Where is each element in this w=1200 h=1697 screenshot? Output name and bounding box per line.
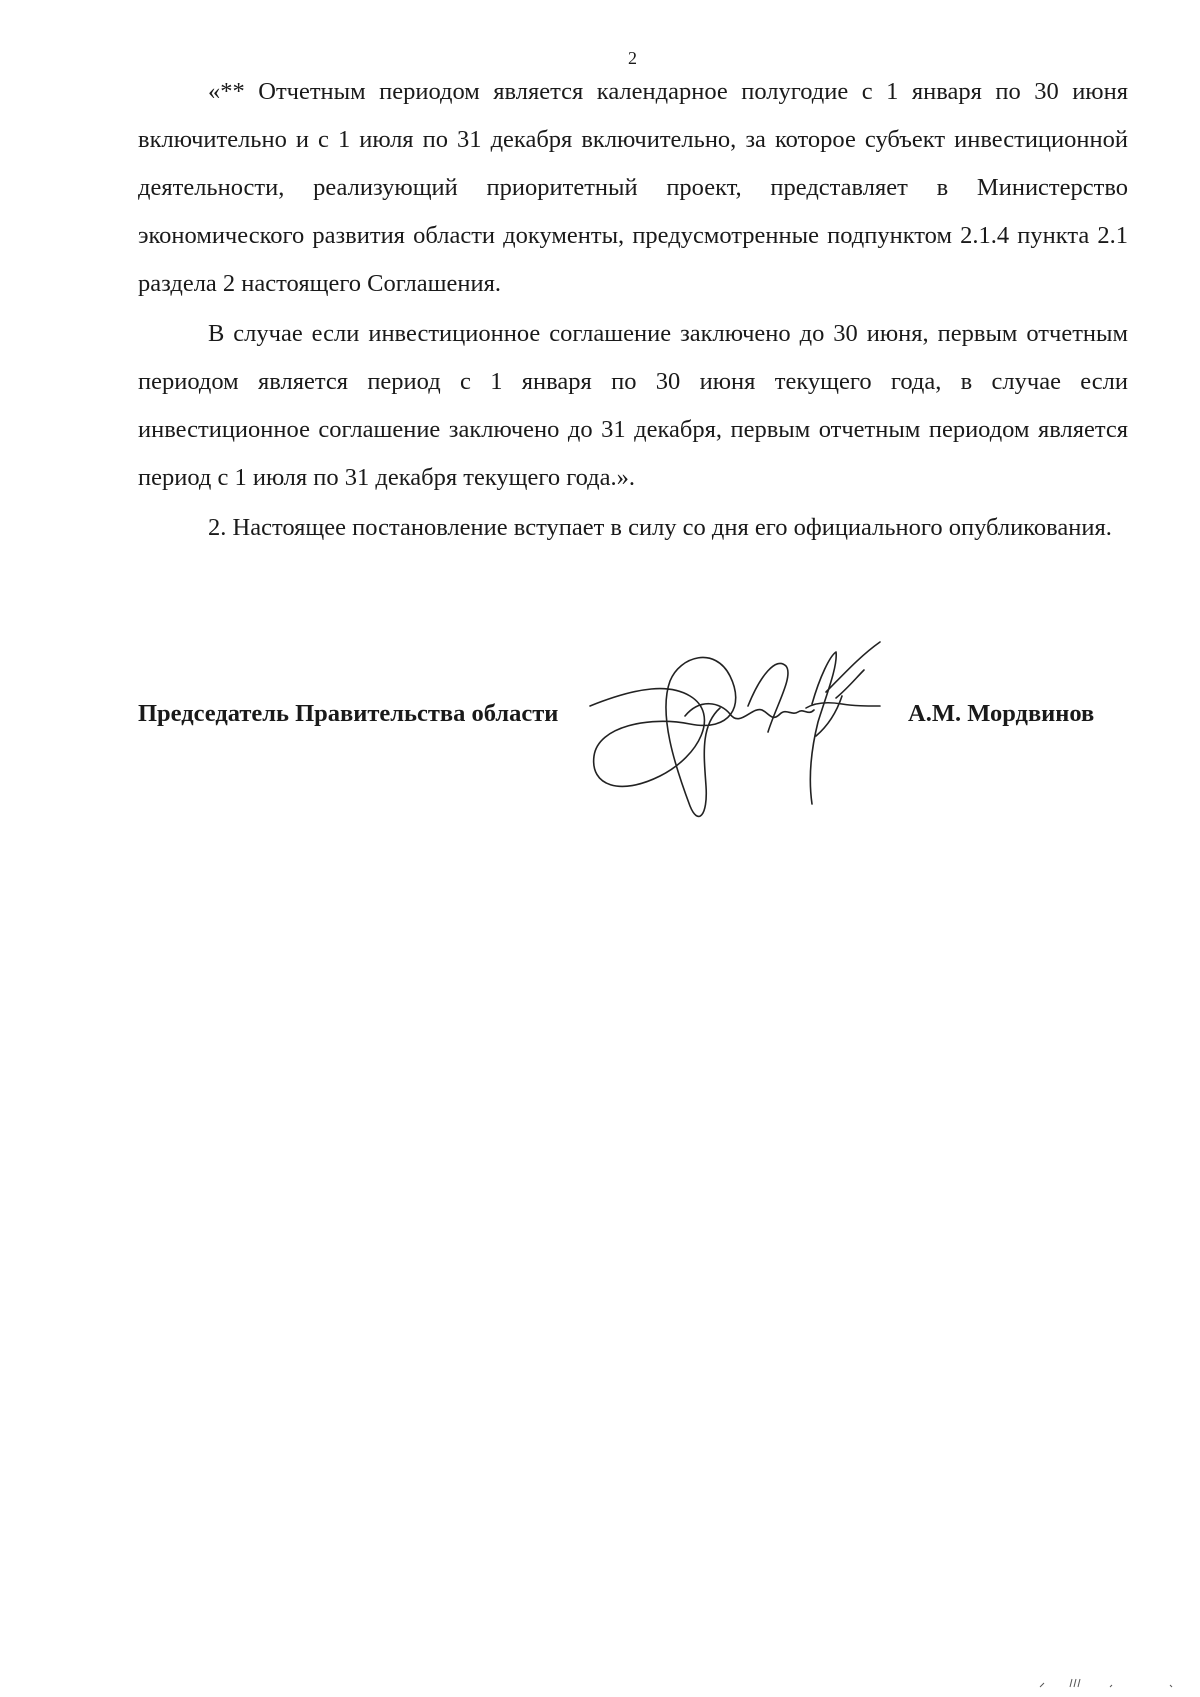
scan-artifact-marks-icon — [1030, 1673, 1180, 1689]
paragraph-reporting-period-definition: «** Отчетным периодом является календарное полугодие с 1 января по 30 июня включительно и с 1 июля по 31 декабря включительно, за которое субъект инвестиционной деятельности, реализующий приоритетный проект, представляет в Министерство экономического развития области документы, предусмотренные подпунктом 2.1.4 пункта 2.1 раздела 2 настоящего Соглашения. — [138, 78, 1128, 297]
handwritten-signature-icon — [580, 636, 920, 836]
paragraph-first-reporting-period: В случае если инвестиционное соглашение заключено до 30 июня, первым отчетным периодом является период с 1 января по 30 июня текущего года, в случае если инвестиционное соглашение заключено до 31 декабря, первым отчетным периодом является период с 1 июля по 31 декабря текущего года.». — [138, 320, 1128, 491]
signatory-title: Председатель Правительства области — [138, 700, 559, 727]
page-number: 2 — [628, 48, 637, 68]
signatory-name: А.М. Мордвинов — [908, 700, 1095, 727]
paragraph-entry-into-force: 2. Настоящее постановление вступает в силу со дня его официального опубликования. — [208, 514, 1112, 541]
document-body — [138, 68, 1128, 552]
